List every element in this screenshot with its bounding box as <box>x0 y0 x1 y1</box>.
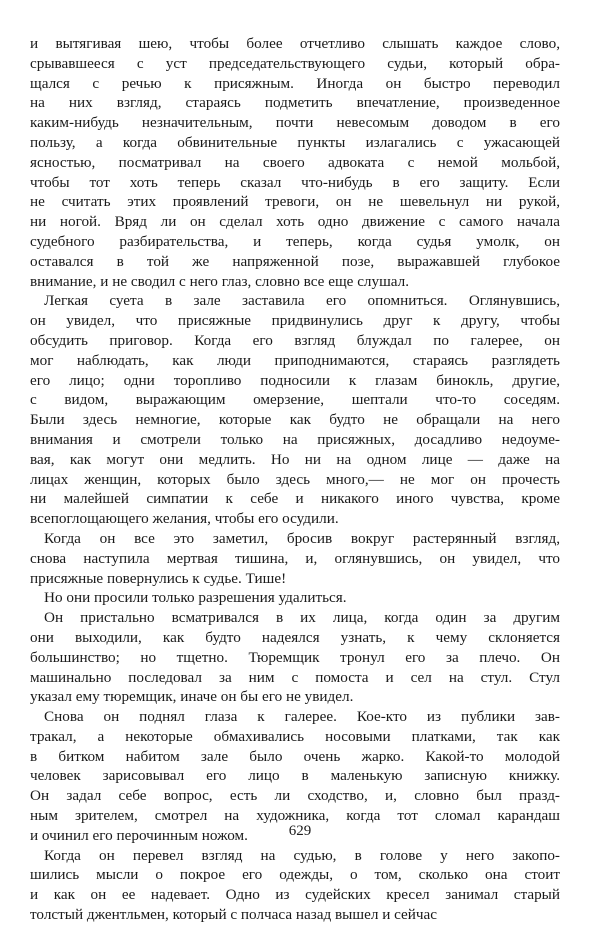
text-line: с видом, выражающим омерзение, шептали что-то соседям. <box>30 391 560 409</box>
text-line: Он задал себе вопрос, есть ли сходство, и, словно был празд- <box>30 787 560 805</box>
paragraph <box>30 529 560 588</box>
paragraph <box>30 34 560 291</box>
text-line: и как он ее надевает. Одно из судейских кресел занимал старый <box>30 886 560 904</box>
text-line: ни ногой. Вряд ли он сделал хоть одно движение с самого начала <box>30 213 560 231</box>
text-line: и очинил его перочинным ножом. <box>30 826 248 844</box>
text-line: Когда он все это заметил, бросив вокруг растерянный взгляд, <box>44 529 560 547</box>
text-line: Легкая суета в зале заставила его опомниться. Оглянувшись, <box>44 292 560 310</box>
text-line: лицах женщин, которых было здесь много,— не мог он прочесть <box>30 470 560 488</box>
text-line: машинально последовал за ним с помоста и сел на стул. Стул <box>30 668 560 686</box>
text-line: всепоглощающего желания, чтобы его осудили. <box>30 510 339 528</box>
text-line: вая, как могут они медлить. Но ни на одном лице — даже на <box>30 450 560 468</box>
text-line: большинство; но тщетно. Тюремщик тронул его за плечо. Он <box>30 648 560 666</box>
text-line: толстый джентльмен, который с полчаса назад вышел и сейчас <box>30 906 438 924</box>
text-line: человек зарисовывал его лицо в маленькую записную книжку. <box>30 767 560 785</box>
text-line: присяжные повернулись к судье. Тише! <box>30 569 287 587</box>
text-line: тракал, а некоторые обмахивались носовыми платками, так как <box>30 727 560 745</box>
paragraph <box>30 588 560 608</box>
text-line: чтобы тот хоть теперь сказал что-нибудь в его защиту. Если <box>30 173 560 191</box>
text-line: ным зрителем, смотрел на художника, когда тот сломал карандаш <box>30 807 560 825</box>
text-line: срывавшееся с уст председательствующего судьи, который обра- <box>30 54 560 72</box>
paragraph <box>30 291 560 529</box>
text-line: внимания и смотрели только на присяжных, досадливо недоуме- <box>30 430 560 448</box>
text-line: Были здесь немногие, которые как будто не обращали на него <box>30 411 560 429</box>
text-line: они выходили, как будто надеялся узнать, к чему склоняется <box>30 628 560 646</box>
text-line: снова наступила мертвая тишина, и, оглянувшись, он увидел, что <box>30 549 560 567</box>
text-line: оставался в той же напряженной позе, выражавшей глубокое <box>30 252 560 270</box>
body-text <box>30 34 560 925</box>
text-line: его лицо; одни торопливо подносили к глазам бинокль, другие, <box>30 371 560 389</box>
text-line: указал ему тюремщик, иначе он бы его не увидел. <box>30 688 354 706</box>
text-line: каким-нибудь незначительным, почти невесомым доводом в его <box>30 114 560 132</box>
text-line: в битком набитом зале было очень жарко. Какой-то молодой <box>30 747 560 765</box>
text-line: на них взгляд, стараясь подметить впечатление, произведенное <box>30 94 560 112</box>
text-line: Снова он поднял глаза к галерее. Кое-кто из публики зав- <box>44 708 560 726</box>
text-line: щался с речью к присяжным. Иногда он быстро переводил <box>30 74 560 92</box>
text-line: мог наблюдать, как люди приподнимаются, стараясь разглядеть <box>30 351 560 369</box>
text-line: ясностью, посматривал на своего адвоката с немой мольбой, <box>30 153 560 171</box>
paragraph <box>30 608 560 707</box>
text-line: не считать этих проявлений тревоги, он не шевельнул ни рукой, <box>30 193 560 211</box>
text-line: шились мысли о покрое его одежды, о том, сколько она стоит <box>30 866 560 884</box>
text-line: Но они просили только разрешения удалиться. <box>44 589 347 607</box>
text-line: он увидел, что присяжные придвинулись друг к другу, чтобы <box>30 312 560 330</box>
text-line: Когда он перевел взгляд на судью, в голове у него закопо- <box>44 846 560 864</box>
text-line: обсудить приговор. Когда его взгляд блуждал по галерее, он <box>30 331 560 349</box>
text-line: ни малейшей симпатии к себе и никакого иного чувства, кроме <box>30 490 560 508</box>
text-line: судебного разбирательства, и теперь, когда судья умолк, он <box>30 232 560 250</box>
paragraph <box>30 846 560 925</box>
text-line: пользу, а когда обвинительные пункты излагались с ужасающей <box>30 133 560 151</box>
page-number: 629 <box>288 823 312 839</box>
text-line: внимание, и не сводил с него глаз, словно все еще слушал. <box>30 272 410 290</box>
text-line: и вытягивая шею, чтобы более отчетливо слышать каждое слово, <box>30 35 560 52</box>
text-line: Он пристально всматривался в их лица, когда один за другим <box>44 609 560 627</box>
